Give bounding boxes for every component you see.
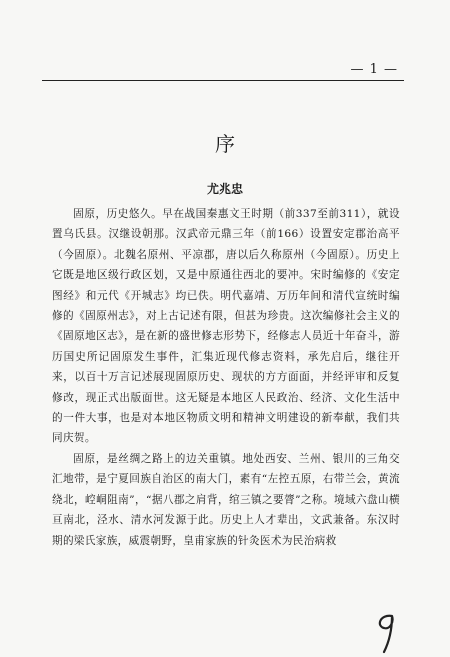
author-name: 尤兆忠	[206, 182, 243, 196]
page-number: — 1 —	[350, 62, 398, 77]
body-text	[52, 204, 400, 551]
paragraph: 固原，历史悠久。早在战国秦惠文王时期（前337至前311），就设置乌氏县。汉继设朝那。汉武帝元鼎三年（前166）设置安定郡治高平（今固原）。北魏名原州、平凉郡，唐以后久称原州（今固原）。历史上它既是地区级行政区划，又是中原通往西北的要冲。宋时编修的《安定图经》和元代《开城志》均已佚。明代嘉靖、万历年间和清代宣统时编修的《固原州志》，对上古记述有限，但甚为珍贵。这次编修社会主义的《固原地区志》，是在新的盛世修志形势下，经修志人员近十年奋斗，游历国史所记固原发生事件，汇集近现代修志资料，承先启后，继往开来，以百十万言记述展现固原历史、现状的方方面面，并经评审和反复修改，现正式出版面世。这无疑是本地区人民政治、经济、文化生活中的一件大事，也是对本地区物质文明和精神文明建设的新奉献，我们共同庆贺。	[52, 208, 400, 445]
page-title: 序	[215, 132, 235, 156]
paragraph: 固原，是丝绸之路上的边关重镇。地处西安、兰州、银川的三角交汇地带，是宁夏回族自治区的南大门，素有“左控五原，右带兰会，黄流绕北，崆峒阻南”，“据八郡之肩背，绾三镇之要膂”之称。境域六盘山横亘南北，泾水、清水河发源于此。历史上人才辈出，文武兼备。东汉时期的梁氏家族，威震朝野，皇甫家族的针灸医术为民治病救	[52, 452, 400, 547]
handwritten-mark	[370, 610, 404, 654]
header-rule	[42, 80, 404, 81]
